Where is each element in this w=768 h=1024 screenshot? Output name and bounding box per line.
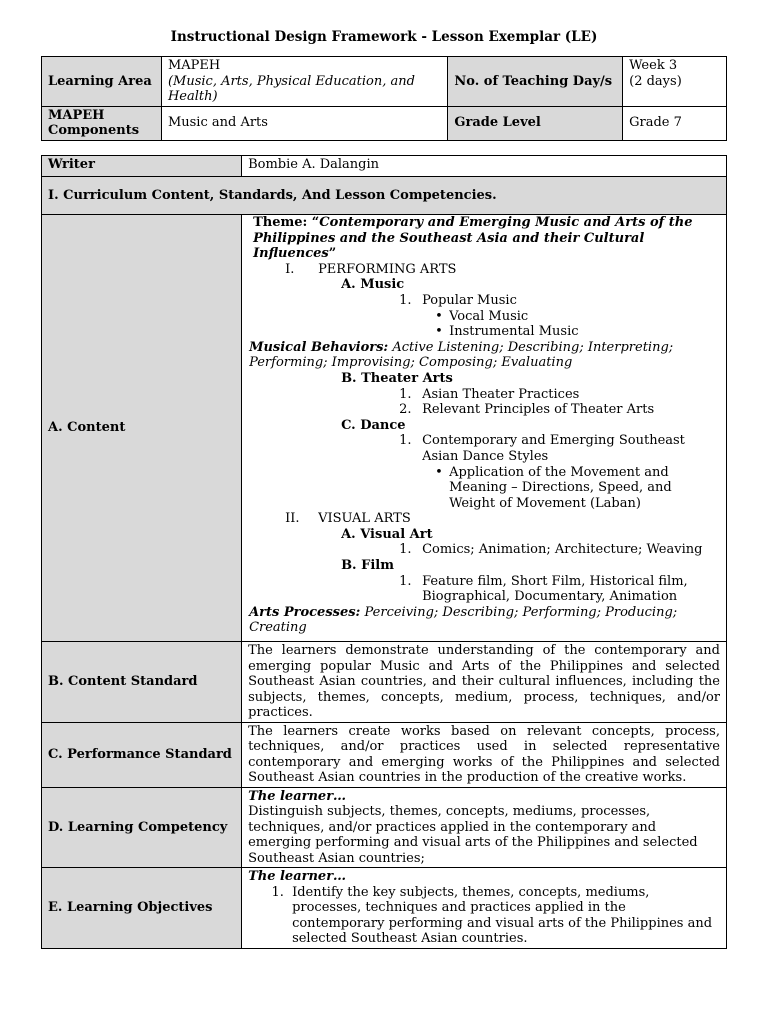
visual-art-item-1-text: Comics; Animation; Architecture; Weaving: [422, 542, 703, 558]
writer-label: Writer: [42, 156, 242, 177]
film-item-1-text: Feature film, Short Film, Historical film, Biographical, Documentary, Animation: [422, 573, 688, 605]
film-heading: B. Film: [341, 558, 394, 574]
content-cell: [242, 215, 727, 642]
film-item-1: 1. Feature film, Short Film, Historical film, Biographical, Documentary, Animation: [249, 574, 720, 605]
music-bullet-2-text: Instrumental Music: [449, 324, 579, 340]
visual-art-item-1: 1. Comics; Animation; Architecture; Weaving: [399, 542, 703, 558]
objectives-list: [248, 885, 720, 947]
theme-suffix: ”: [328, 246, 337, 262]
musical-behaviors-label: Musical Behaviors:: [249, 339, 389, 355]
dance-bullet-1: • Application of the Movement and Meaning – Directions, Speed, and Weight of Movement (Laban): [249, 465, 720, 512]
music-bullet-1: • Vocal Music: [435, 308, 529, 324]
document-title: Instructional Design Framework - Lesson Exemplar (LE): [170, 29, 598, 45]
objective-item: 1. Identify the key subjects, themes, concepts, mediums, processes, techniques and practices applied in the contemporary performing and visual arts of the Philippines and selected Southeast Asian countries.: [288, 885, 720, 947]
objectives-intro: The learner…: [248, 869, 347, 884]
arts-processes-label: Arts Processes:: [249, 604, 361, 620]
arts-processes: [249, 605, 720, 636]
section-heading: I. Curriculum Content, Standards, And Lesson Competencies.: [42, 177, 727, 215]
theme-prefix: Theme: “: [253, 215, 320, 230]
theme-text: Contemporary and Emerging Music and Arts of the Philippines and the Southeast Asia and their Cultural Influences: [253, 215, 693, 262]
objectives-cell: [242, 868, 727, 949]
theater-item-1: 1. Asian Theater Practices: [399, 386, 580, 402]
content-standard-label: B. Content Standard: [42, 642, 242, 723]
part1-title: PERFORMING ARTS: [318, 261, 457, 277]
performance-standard-label: C. Performance Standard: [42, 722, 242, 787]
performance-standard-text: The learners create works based on relevant concepts, process, techniques, and/or practices used in selected representative contemporary and emerging works of the Philippines and selected Southeast Asian countries in the production of the creative works.: [242, 722, 727, 787]
part2-title: VISUAL ARTS: [318, 511, 411, 527]
grade-level-value: Grade 7: [623, 106, 727, 140]
part2-heading: [249, 511, 720, 527]
theme: [249, 215, 720, 262]
musical-behaviors: [249, 340, 720, 371]
components-value: Music and Arts: [161, 106, 447, 140]
theater-item-2: 2. Relevant Principles of Theater Arts: [399, 402, 655, 418]
header-table: [41, 56, 727, 141]
theater-heading: B. Theater Arts: [341, 370, 453, 386]
part1-number: I.: [285, 261, 295, 277]
competency-label: D. Learning Competency: [42, 787, 242, 868]
content-standard-text: The learners demonstrate understanding of the contemporary and emerging popular Music and Arts of the Philippines and selected Southeast Asian countries, and their cultural influences, including the subjects, themes, concepts, medium, process, techniques, and/or practices.: [242, 642, 727, 723]
music-bullet-1-text: Vocal Music: [449, 308, 529, 324]
teaching-days-value: [623, 57, 727, 107]
curriculum-table: [41, 155, 727, 949]
learning-area-description: (Music, Arts, Physical Education, and Health): [167, 73, 415, 104]
arts-processes-text: Perceiving; Describing; Performing; Producing; Creating: [249, 604, 678, 636]
competency-cell: [242, 787, 727, 868]
dance-bullet-1-text: Application of the Movement and Meaning – Directions, Speed, and Weight of Movement (Laban): [449, 464, 672, 511]
musical-behaviors-text: Active Listening; Describing; Interpreting; Performing; Improvising; Composing; Evaluating: [249, 339, 674, 371]
visual-art-heading: A. Visual Art: [341, 526, 433, 542]
teaching-days-label: No. of Teaching Day/s: [448, 57, 623, 107]
objectives-label: E. Learning Objectives: [42, 868, 242, 949]
music-heading: A. Music: [341, 277, 405, 293]
learning-area-value: [161, 57, 447, 107]
grade-level-label: Grade Level: [448, 106, 623, 140]
part2-number: II.: [285, 511, 300, 527]
content-label: A. Content: [42, 215, 242, 642]
music-item-1-text: Popular Music: [422, 292, 517, 308]
dance-item-1-text: Contemporary and Emerging Southeast Asian Dance Styles: [422, 433, 685, 464]
theater-item-2-text: Relevant Principles of Theater Arts: [422, 402, 655, 418]
learning-area-subject: MAPEH: [167, 58, 221, 73]
part1-heading: [249, 262, 720, 278]
teaching-days-week: Week 3: [629, 58, 678, 73]
writer-value: Bombie A. Dalangin: [242, 156, 727, 177]
competency-text: Distinguish subjects, themes, concepts, mediums, processes, techniques, and/or practices applied in the contemporary and emerging performing and visual arts of the Philippines and selected Southeast Asian countries;: [248, 804, 698, 866]
dance-heading: C. Dance: [341, 417, 406, 433]
music-bullet-2: • Instrumental Music: [435, 324, 579, 340]
music-item-1: 1. Popular Music: [399, 292, 517, 308]
competency-intro: The learner…: [248, 788, 347, 804]
components-label: MAPEH Components: [42, 106, 162, 140]
learning-area-label: Learning Area: [42, 57, 162, 107]
teaching-days-count: (2 days): [629, 73, 682, 89]
dance-item-1: 1. Contemporary and Emerging Southeast Asian Dance Styles: [249, 433, 720, 464]
theater-item-1-text: Asian Theater Practices: [422, 386, 580, 402]
